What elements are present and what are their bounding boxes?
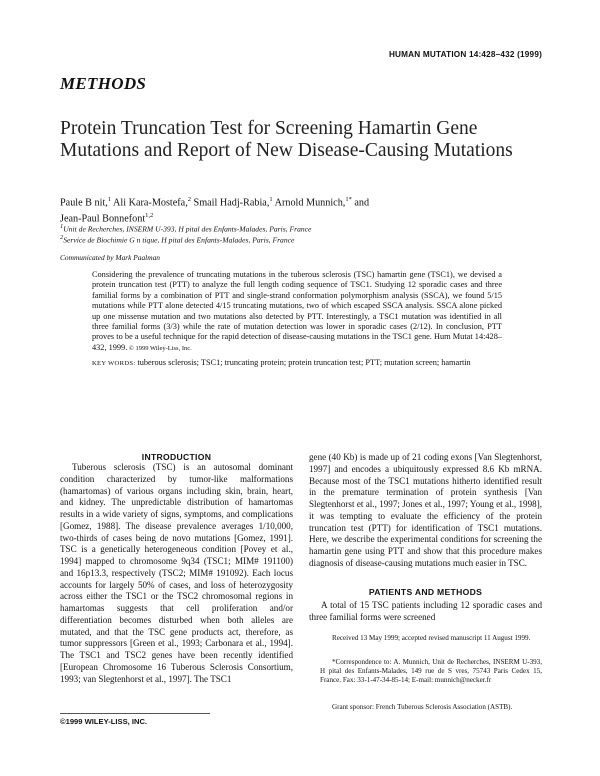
- author-name: Jean-Paul Bonnefont: [60, 213, 146, 225]
- introduction-body: Tuberous sclerosis (TSC) is an autosomal dominant condition characterized by tumor-like malformations (hamartomas) of various organs including skin, brain, heart, and kidney. The unpredictable distribution of hamartomas results in a wide variety of signs, symptoms, and complications [Gomez, 1988]. The disease prevalence averages 1/10,000, two-thirds of cases being de novo mutations [Gomez, 1991]. TSC is a genetically heterogeneous condition [Povey et al., 1994] mapped to chromosome 9q34 (TSC1; MIM# 191100) and 16p13.3, respectively (TSC2; MIM# 191092). Each locus accounts for largely 50% of cases, and loss of heterozygosity across either the TSC1 or the TSC2 chromosomal regions in hamartomas suggests that cell proliferation and/or differentiation becomes disturbed when both alleles are mutated, and that the TSC gene products act, therefore, as tumor suppressors [Green et al., 1993; Carbonara et al., 1994]. The TSC1 and TSC2 genes have been recently identified [European Chromosome 16 Tuberous Sclerosis Consortium, 1993; van Slegtenhorst et al., 1997]. The TSC1: [60, 462, 293, 684]
- grant-note: Grant sponsor: French Tuberous Sclerosis Association (ASTB).: [332, 703, 513, 711]
- received-note: Received 13 May 1999; accepted revised manuscript 11 August 1999.: [332, 634, 531, 642]
- abstract-copyright: © 1999 Wiley-Liss, Inc.: [127, 344, 192, 352]
- author-list: [60, 193, 530, 226]
- footer-rule: [60, 713, 210, 714]
- affiliation-text: Unit de Recherches, INSERM U-393, H pital des Enfants-Malades, Paris, France: [63, 224, 312, 234]
- correspondence-note: *Correspondence to: A. Munnich, Unit de Recherches, INSERM U-393, H pital des Enfants-Malades, 149 rue de S vres, 75743 Paris Cedex 15, France. Fax: 33-1-47-34-85-14; E-mail: munnich@necker.fr: [320, 658, 542, 685]
- affiliation-marker: 1*: [345, 196, 352, 203]
- author-name: Ali Kara-Mostefa,: [111, 197, 188, 209]
- abstract: [92, 270, 502, 354]
- article-title: Protein Truncation Test for Screening Hamartin Gene Mutations and Report of New Disease-Causing Mutations: [60, 118, 513, 161]
- communicated-by: Communicated by Mark Paalman: [60, 253, 160, 262]
- patients-methods-body: A total of 15 TSC patients including 12 sporadic cases and three familial forms were screened: [309, 600, 542, 622]
- affiliation-marker: 1: [107, 196, 112, 203]
- patients-methods-heading: PATIENTS AND METHODS: [368, 587, 483, 597]
- author-name: Paule B nit,: [60, 197, 108, 209]
- section-label: METHODS: [60, 74, 147, 93]
- author-name: Arnold Munnich,: [272, 197, 346, 209]
- journal-reference: HUMAN MUTATION 14:428–432 (1999): [388, 50, 542, 59]
- introduction-continued: gene (40 Kb) is made up of 21 coding exons [Van Slegtenhorst, 1997] and encodes a ubiquitously expressed 8.6 Kb mRNA. Because most of the TSC1 mutations hitherto identified result in the premature termination of protein synthesis [Van Slegtenhorst et al., 1997; Jones et al., 1997; Young et al., 1998], it was tempting to evaluate the efficiency of the protein truncation test (PTT) for identification of TSC1 mutations. Here, we describe the experimental conditions for screening the hamartin gene using PTT and show that this procedure makes diagnosis of disease-causing mutations much easier in TSC.: [309, 452, 542, 568]
- affiliation-marker: 2: [60, 234, 64, 241]
- affiliation-marker: 1: [60, 223, 64, 230]
- affiliation-marker: 1: [269, 196, 273, 203]
- abstract-text: Considering the prevalence of truncating mutations in the tuberous sclerosis (TSC) hamartin gene (TSC1), we devised a protein truncation test (PTT) to analyze the full length coding sequence of TSC1. Studying 12 sporadic cases and three familial forms by a combination of PTT and single-strand conformation polymorphism analysis (SSCA), we found 5/15 mutations while PTT alone detected 4/15 truncating mutations, two of which escaped SSCA analysis. SSCA alone picked up one missense mutation and two mutations also detected by PTT. Interestingly, a TSC1 mutation was identified in all three familial forms (3/3) while the rate of mutation detection was lower in sporadic cases (2/12). In conclusion, PTT proves to be a useful technique for the rapid detection of disease-causing mutations in the TSC1 gene. Hum Mutat 14:428–432, 1999.: [92, 270, 502, 352]
- affiliation-marker: 2: [187, 196, 191, 203]
- affiliation-text: Service de Biochimie G n tique, H pital des Enfants-Malades, Paris, France: [63, 235, 295, 245]
- keywords: [92, 357, 502, 369]
- keywords-text: tuberous sclerosis; TSC1; truncating protein; protein truncation test; PTT; mutation screen; hamartin: [137, 358, 471, 367]
- keywords-label: KEY WORDS:: [92, 360, 138, 367]
- footer-copyright: ©1999 WILEY-LISS, INC.: [60, 717, 148, 726]
- author-name: Smail Hadj-Rabia,: [191, 197, 270, 209]
- affiliation-2: [60, 233, 294, 246]
- introduction-heading: INTRODUCTION: [141, 452, 212, 462]
- affiliation-marker: 1,2: [145, 212, 154, 220]
- author-conjunction: and: [351, 197, 370, 209]
